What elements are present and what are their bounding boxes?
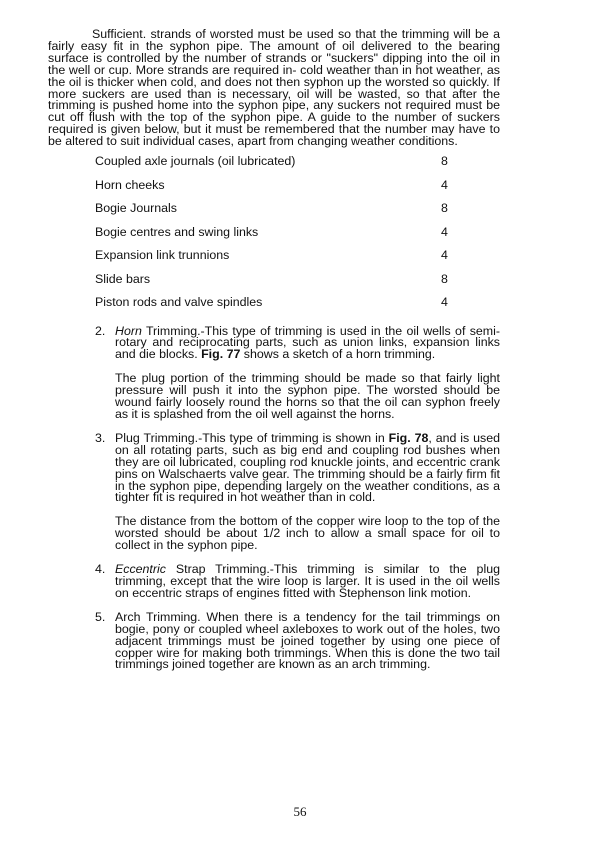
part-name: Bogie centres and swing links xyxy=(95,224,259,239)
list-item-arch-trimming xyxy=(48,609,500,672)
item-paragraph: Horn Trimming.-This type of trimming is used in the oil wells of semi-rotary and reciprocating parts, such as union links, expansion links and die blocks. Fig. 77 shows a sketch of a horn trimming. xyxy=(115,323,500,362)
table-row xyxy=(95,203,455,227)
item-paragraph: Arch Trimming. When there is a tendency for the tail trimmings on bogie, pony or coupled wheel axleboxes to work out of the holes, two adjacent trimmings must be joined together by using one piece of copper wire for making both trimmings. When this is done the two tail trimmings joined together are known as an arch trimming. xyxy=(115,609,500,672)
item-paragraph: The distance from the bottom of the copper wire loop to the top of the worsted should be about 1/2 inch to allow a small space for oil to collect in the syphon pipe. xyxy=(115,514,500,553)
part-name: Piston rods and valve spindles xyxy=(95,295,263,310)
item-number: 4. xyxy=(95,562,106,577)
item-number: 5. xyxy=(95,609,106,624)
figure-reference: Fig. 77 xyxy=(201,347,241,362)
sucker-count: 4 xyxy=(441,248,448,263)
part-name: Horn cheeks xyxy=(95,177,165,192)
page-number: 56 xyxy=(293,804,307,819)
list-item-plug-trimming xyxy=(48,430,501,553)
numbered-list xyxy=(48,323,501,672)
sucker-count: 4 xyxy=(441,295,448,310)
sucker-count: 4 xyxy=(441,224,448,239)
item-number: 2. xyxy=(95,323,106,338)
sucker-count: 8 xyxy=(441,271,448,286)
part-name: Slide bars xyxy=(95,271,151,286)
table-row xyxy=(95,156,455,180)
item-paragraph: Plug Trimming.-This type of trimming is shown in Fig. 78, and is used on all rotating parts, such as big end and coupling rod bushes when they are oil lubricated, coupling rod knuckle joints, and eccentric crank pins on Walschaerts valve gear. The trimming should be a fairly firm fit in the syphon pipe, depending largely on the weather conditions, as a tighter fit is required in hot weather than in cold. xyxy=(115,430,501,505)
item-number: 3. xyxy=(95,430,106,445)
suckers-table xyxy=(95,156,455,321)
table-row xyxy=(95,177,455,204)
page-body xyxy=(48,29,500,683)
item-paragraph: Eccentric Strap Trimming.-This trimming is similar to the plug trimming, except that the wire loop is larger. It is used in the oil wells on eccentric straps of engines fitted with Stephenson link motion. xyxy=(115,562,500,600)
item-title: Eccentric xyxy=(115,562,166,577)
item-paragraph: The plug portion of the trimming should be made so that fairly light pressure will push it into the syphon pipe. The worsted should be wound fairly loosely round the horns so that the oil can syphon freely as it is splashed from the oil well against the horns. xyxy=(115,371,500,421)
sucker-count: 4 xyxy=(441,177,448,192)
list-item-eccentric-strap-trimming xyxy=(48,564,500,600)
table-row xyxy=(95,297,455,321)
figure-reference: Fig. 78 xyxy=(388,430,429,445)
part-name: Bogie Journals xyxy=(95,201,177,216)
part-name: Expansion link trunnions xyxy=(95,248,230,263)
table-row xyxy=(95,271,455,298)
item-title: Horn xyxy=(115,323,142,338)
list-item-horn-trimming xyxy=(48,323,500,421)
sucker-count: 8 xyxy=(441,201,448,216)
sucker-count: 8 xyxy=(441,154,448,169)
table-row xyxy=(95,250,455,274)
part-name: Coupled axle journals (oil lubricated) xyxy=(95,154,296,169)
table-row xyxy=(95,224,455,251)
intro-paragraph: Sufficient. strands of worsted must be used so that the trimming will be a fairly easy fit in the syphon pipe. The amount of oil delivered to the bearing surface is controlled by the number of strands or "suckers" dipping into the oil in the well or cup. More strands are required in- cold weather than in hot weather, as the oil is thicker when cold, and does not then syphon up the worsted so quickly. If more suckers are used than is necessary, oil will be wasted, so that after the trimming is pushed home into the syphon pipe, any suckers not required must be cut off flush with the top of the syphon pipe. A guide to the number of suckers required is given below, but it must be remembered that the number may have to be altered to suit individual cases, apart from changing weather conditions. xyxy=(48,27,500,149)
